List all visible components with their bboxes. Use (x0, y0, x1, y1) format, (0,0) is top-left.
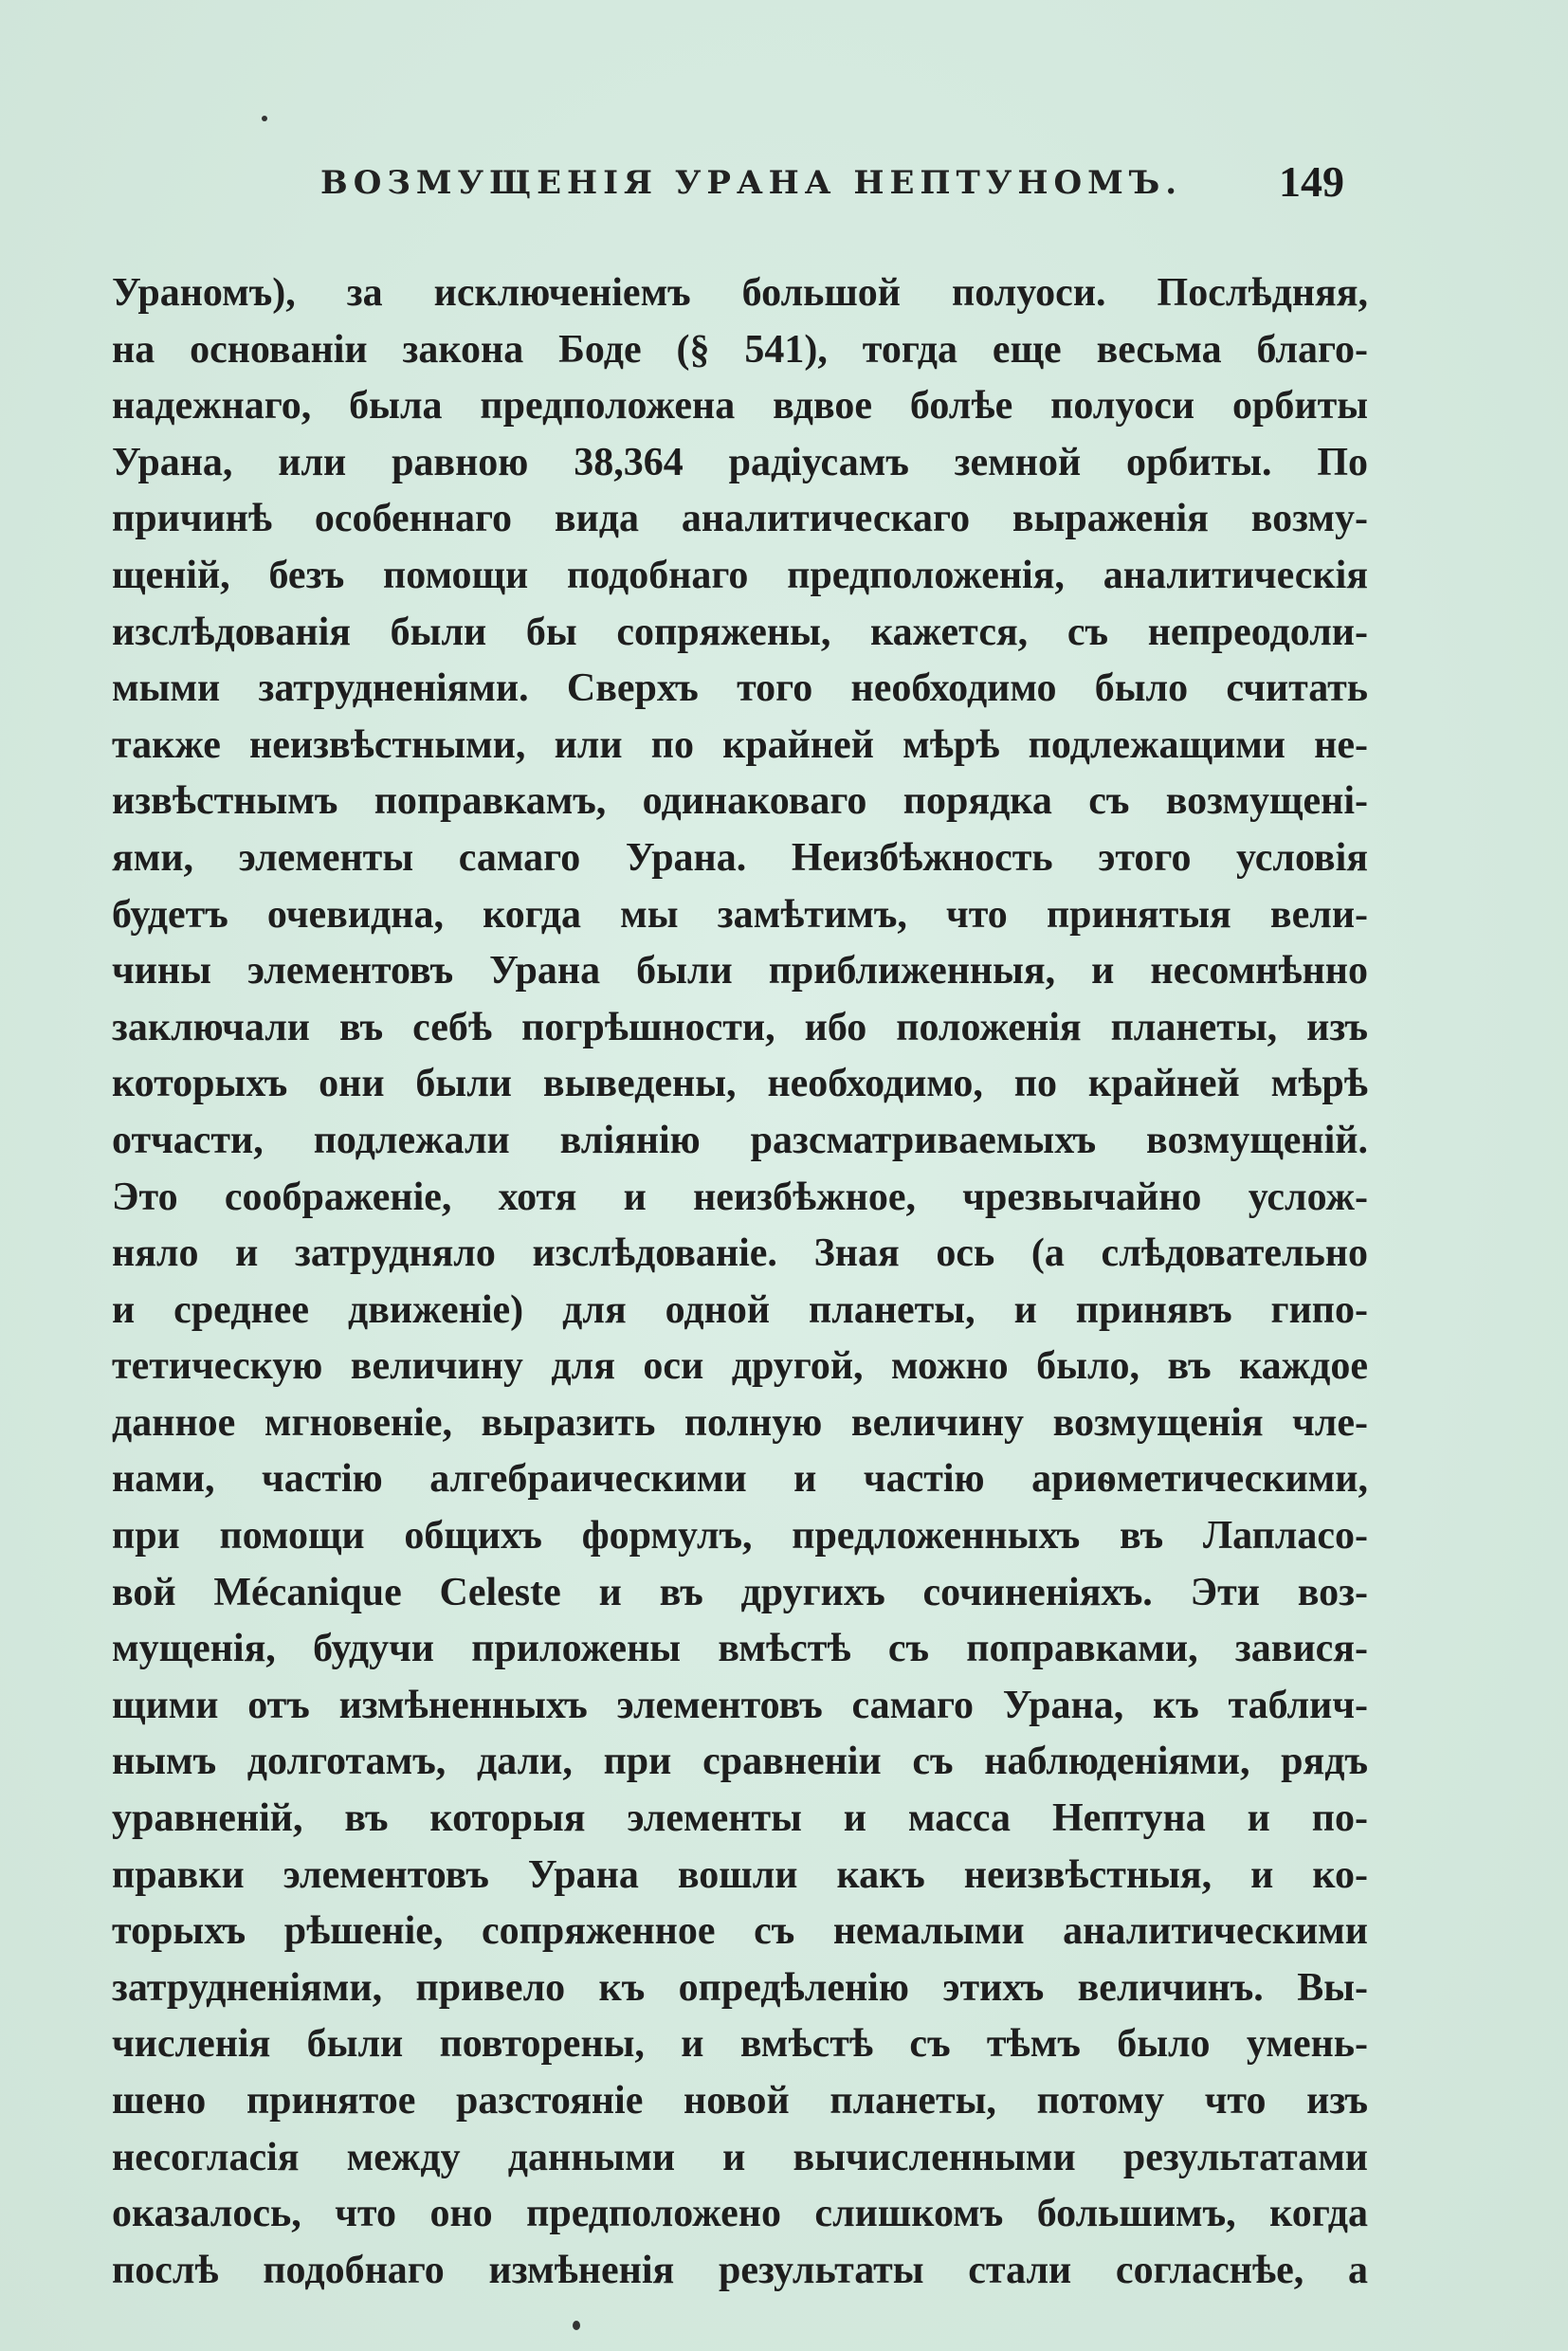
text-line: изслѣдованія были бы сопряжены, кажется, съ непреодоли- (112, 610, 1368, 654)
page-number: 149 (1279, 157, 1344, 206)
text-line: оказалось, что оно предположено слишкомъ большимъ, когда (112, 2192, 1368, 2236)
ink-speck (262, 116, 267, 121)
text-line: мущенія, будучи приложены вмѣстѣ съ поправками, завися- (112, 1627, 1368, 1671)
text-line: послѣ подобнаго измѣненія результаты стали согласнѣе, а (112, 2248, 1368, 2292)
text-line: ями, элементы самаго Урана. Неизбѣжность этого условія (112, 835, 1368, 880)
body-text (112, 265, 1368, 2299)
text-line: также неизвѣстными, или по крайней мѣрѣ подлежащими не- (112, 722, 1368, 767)
text-line: несогласія между данными и вычисленными результатами (112, 2135, 1368, 2179)
text-line: вой Mécanique Celeste и въ другихъ сочиненіяхъ. Эти воз- (112, 1570, 1368, 1614)
text-line: Урана, или равною 38,364 радіусамъ земной орбиты. По (112, 440, 1368, 484)
text-line: численія были повторены, и вмѣстѣ съ тѣмъ было умень- (112, 2022, 1368, 2067)
text-line: затрудненіями, привело къ опредѣленію этихъ величинъ. Вы- (112, 1965, 1368, 2010)
text-line: и среднее движеніе) для одной планеты, и принявъ гипо- (112, 1287, 1368, 1332)
text-line: при помощи общихъ формулъ, предложенныхъ въ Лапласо- (112, 1514, 1368, 1558)
running-title: ВОЗМУЩЕНІЯ УРАНА НЕПТУНОМЪ. (320, 164, 1183, 202)
text-line: чины элементовъ Урана были приближенныя, и несомнѣнно (112, 949, 1368, 993)
text-line: причинѣ особеннаго вида аналитическаго выраженія возму- (112, 497, 1368, 541)
text-line: няло и затрудняло изслѣдованіе. Зная ось (а слѣдовательно (112, 1231, 1368, 1276)
text-line: заключали въ себѣ погрѣшности, ибо положенія планеты, изъ (112, 1005, 1368, 1049)
ink-speck (573, 2321, 580, 2330)
text-line: щеній, безъ помощи подобнаго предположенія, аналитическія (112, 553, 1368, 597)
text-line: щими отъ измѣненныхъ элементовъ самаго Урана, къ таблич- (112, 1683, 1368, 1727)
text-line: которыхъ они были выведены, необходимо, по крайней мѣрѣ (112, 1062, 1368, 1106)
text-line: нымъ долготамъ, дали, при сравненіи съ наблюденіями, рядъ (112, 1740, 1368, 1784)
text-line: будетъ очевидна, когда мы замѣтимъ, что принятыя вели- (112, 892, 1368, 937)
page-header (112, 156, 1344, 213)
text-line: Ураномъ), за исключеніемъ большой полуоси. Послѣдняя, (112, 271, 1368, 315)
text-line: тетическую величину для оси другой, можно было, въ каждое (112, 1344, 1368, 1389)
text-line: отчасти, подлежали вліянію разсматриваемыхъ возмущеній. (112, 1118, 1368, 1162)
text-line: уравненій, въ которыя элементы и масса Нептуна и по- (112, 1796, 1368, 1841)
text-line: надежнаго, была предположена вдвое болѣе полуоси орбиты (112, 384, 1368, 428)
text-line: извѣстнымъ поправкамъ, одинаковаго порядка съ возмущені- (112, 779, 1368, 824)
text-line: Это соображеніе, хотя и неизбѣжное, чрезвычайно услож- (112, 1175, 1368, 1219)
text-line: правки элементовъ Урана вошли какъ неизвѣстныя, и ко- (112, 1852, 1368, 1897)
text-line: на основаніи закона Боде (§ 541), тогда еще весьма благо- (112, 327, 1368, 372)
text-line: нами, частію алгебраическими и частію ариѳметическими, (112, 1457, 1368, 1502)
text-line: мыми затрудненіями. Сверхъ того необходимо было считать (112, 666, 1368, 711)
text-line: данное мгновеніе, выразить полную величину возмущенія чле- (112, 1400, 1368, 1445)
text-line: торыхъ рѣшеніе, сопряженное съ немалыми аналитическими (112, 1909, 1368, 1954)
text-line: шено принятое разстояніе новой планеты, потому что изъ (112, 2079, 1368, 2123)
